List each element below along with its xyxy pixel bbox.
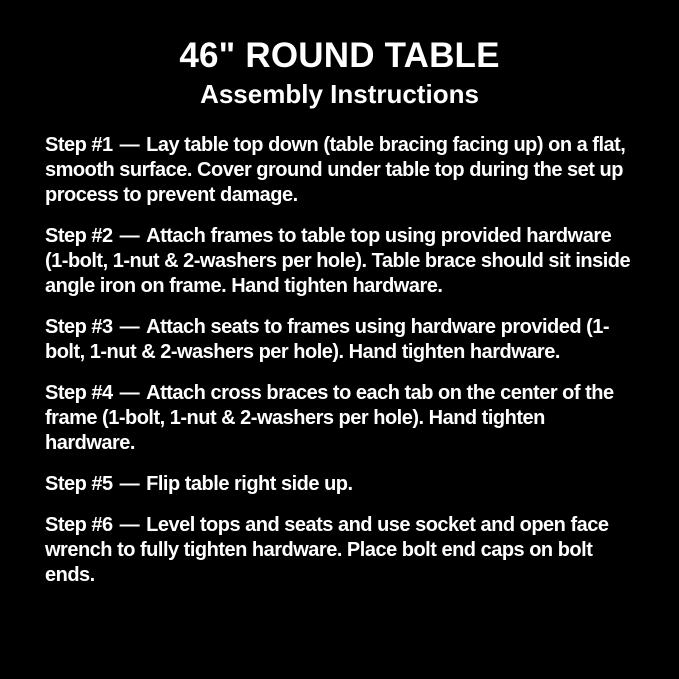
step-item-4 <box>45 381 637 456</box>
step-text: Flip table right side up. <box>146 473 353 495</box>
step-label: Step #4 <box>45 382 113 404</box>
step-text: Attach frames to table top using provided hardware (1-bolt, 1-nut & 2-washers per hole). Table brace should sit inside angle iron on frame. Hand tighten hardware. <box>45 225 631 297</box>
step-text: Attach cross braces to each tab on the center of the frame (1-bolt, 1-nut & 2-washers per hole). Hand tighten hardware. <box>45 382 614 454</box>
step-item-3 <box>45 315 637 365</box>
step-label: Step #3 <box>45 316 113 338</box>
step-text: Attach seats to frames using hardware provided (1-bolt, 1-nut & 2-washers per hole). Hand tighten hardware. <box>45 316 610 363</box>
step-label: Step #6 <box>45 514 113 536</box>
step-label: Step #1 <box>45 134 113 156</box>
steps-list <box>0 133 679 588</box>
em-dash: — <box>119 473 140 495</box>
em-dash: — <box>119 382 140 404</box>
step-label: Step #5 <box>45 473 113 495</box>
page-title: 46" ROUND TABLE <box>179 36 500 75</box>
step-item-2 <box>45 224 637 299</box>
em-dash: — <box>119 225 140 247</box>
step-item-5 <box>45 472 637 497</box>
step-item-1 <box>45 133 637 208</box>
page-subtitle: Assembly Instructions <box>200 79 479 109</box>
em-dash: — <box>119 316 140 338</box>
step-label: Step #2 <box>45 225 113 247</box>
step-text: Lay table top down (table bracing facing up) on a flat, smooth surface. Cover ground under table top during the set up process to prevent damage. <box>45 134 626 206</box>
em-dash: — <box>119 134 140 156</box>
step-text: Level tops and seats and use socket and open face wrench to fully tighten hardware. Place bolt end caps on bolt ends. <box>45 514 609 586</box>
step-item-6 <box>45 513 637 588</box>
em-dash: — <box>119 514 140 536</box>
